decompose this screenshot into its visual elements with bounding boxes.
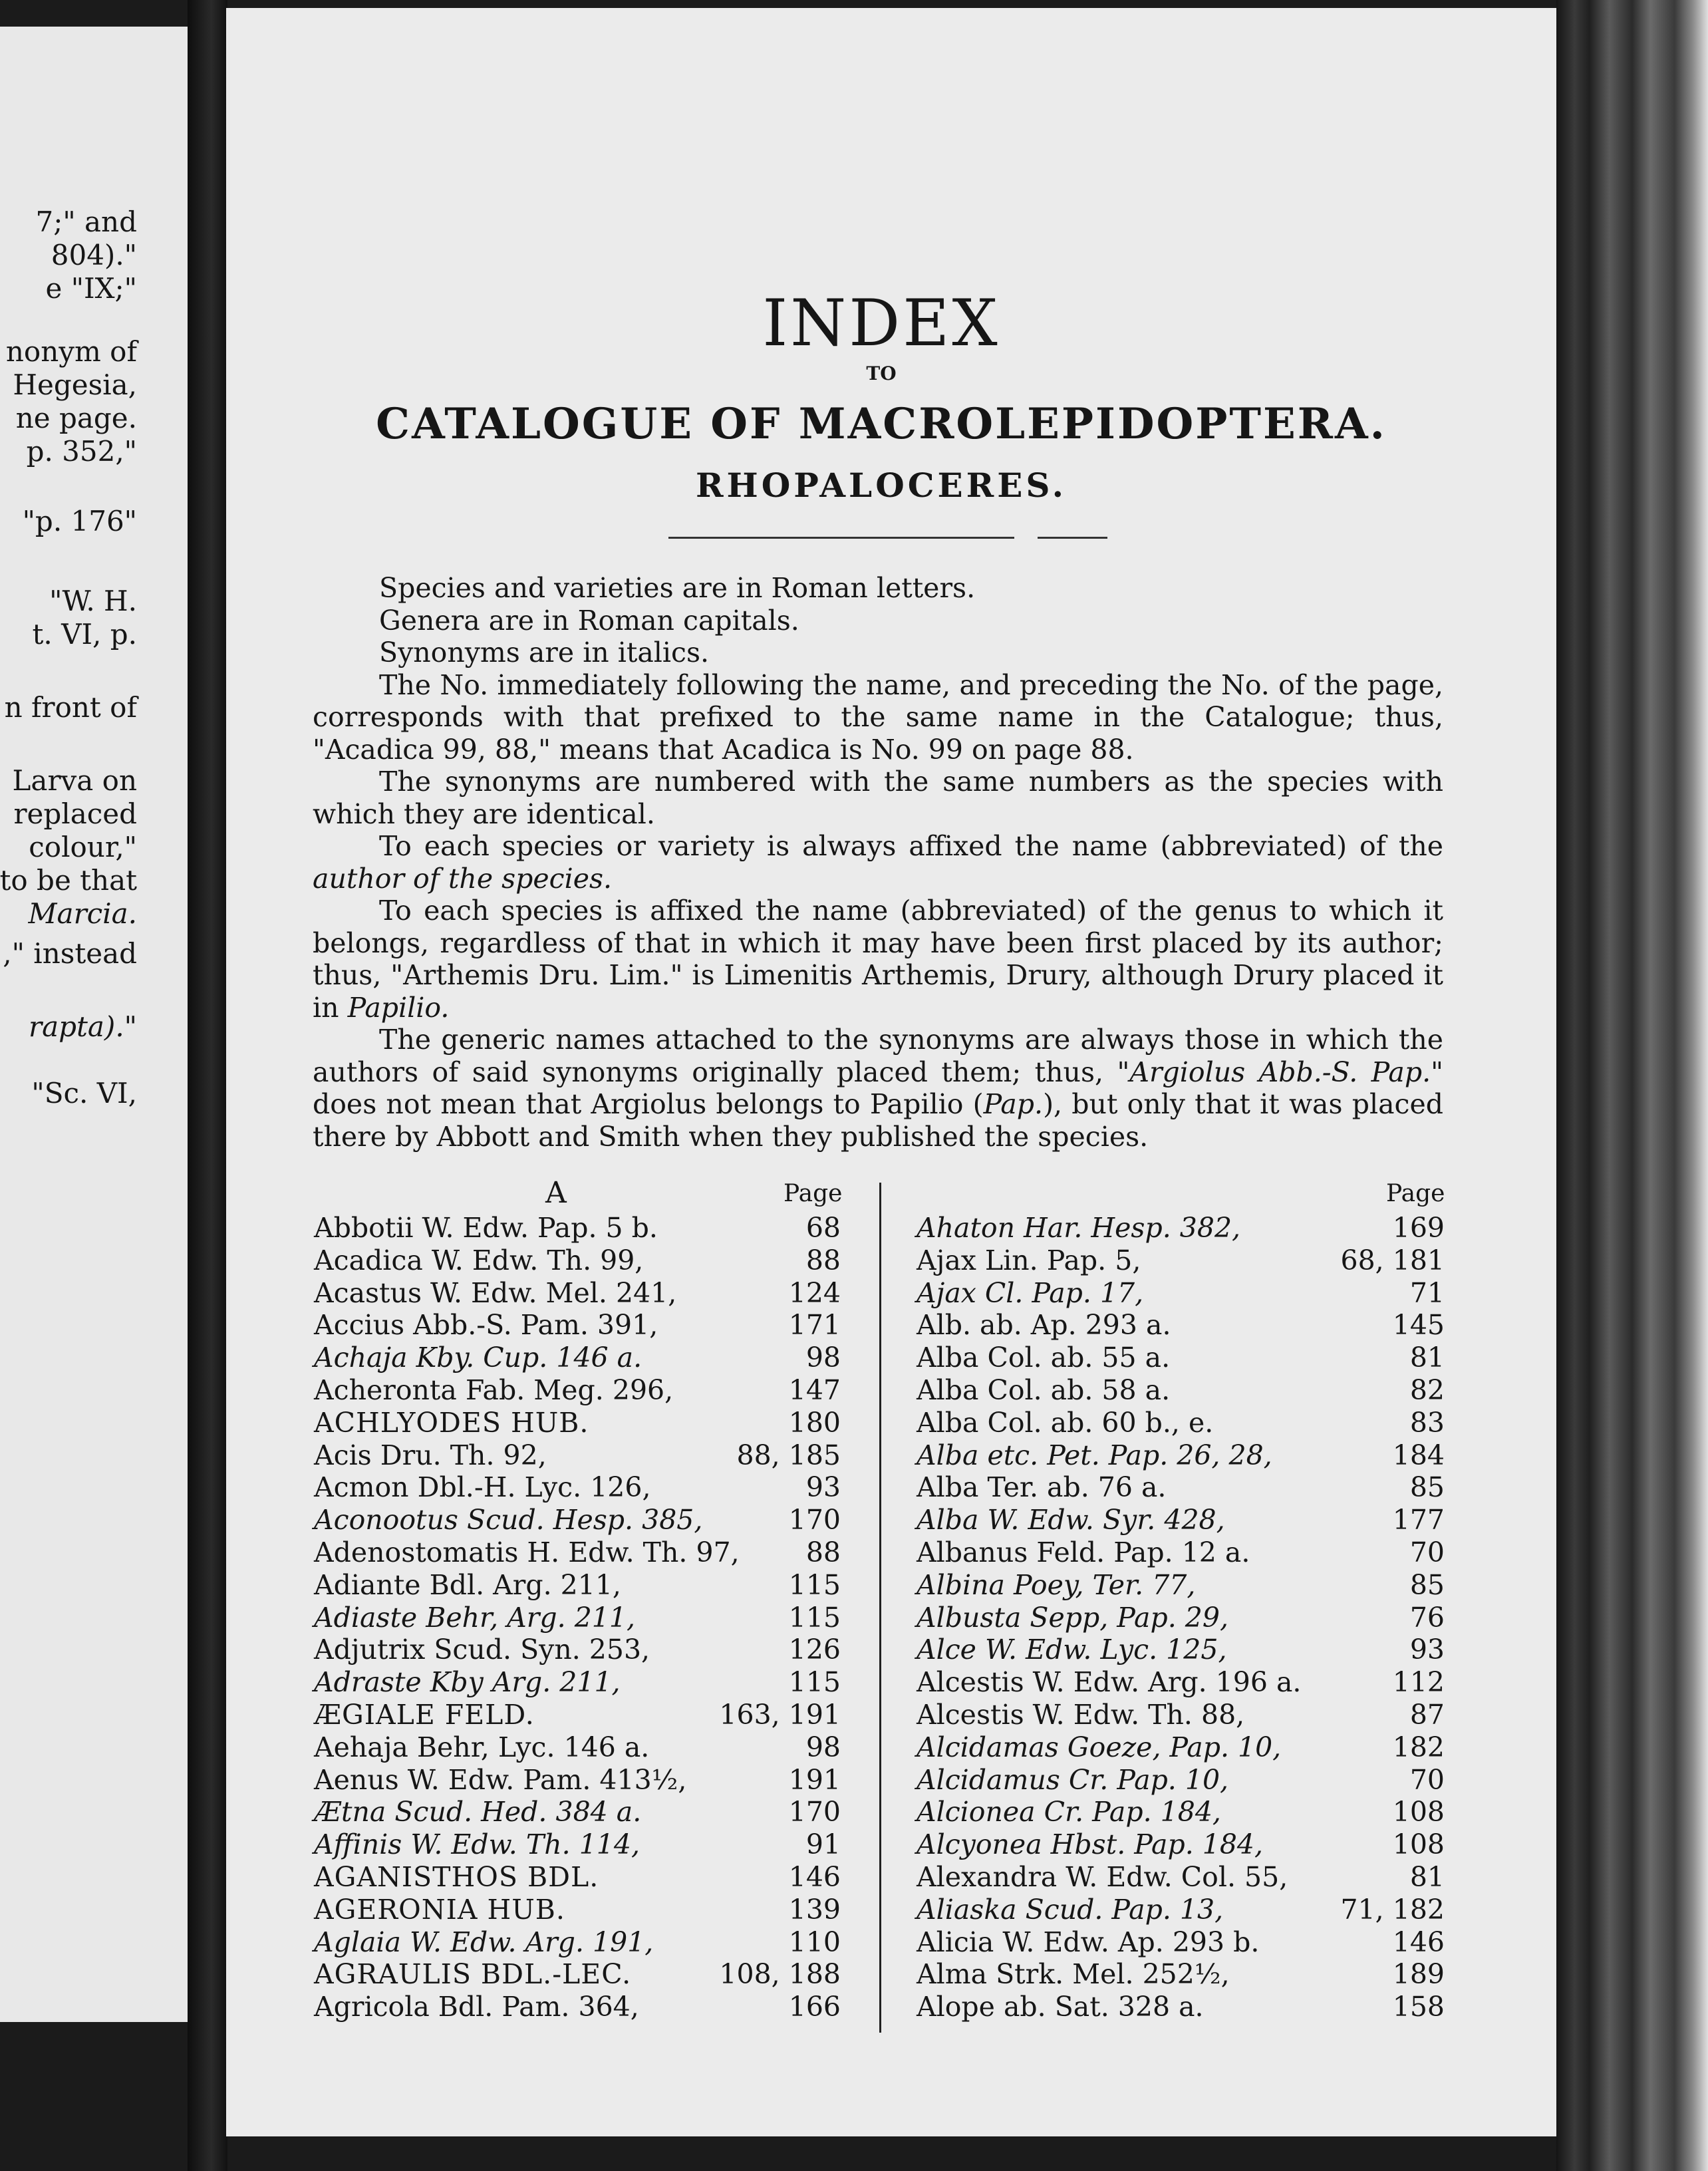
entry-page: 110: [788, 1926, 841, 1958]
facing-page-text: to be that: [0, 864, 137, 897]
entry-page: 98: [805, 1731, 841, 1763]
entry-page: 82: [1409, 1374, 1445, 1406]
facing-page-text: Hegesia,: [13, 368, 137, 401]
entry-page: 81: [1409, 1861, 1445, 1893]
entry-name: Albanus Feld. Pap. 12 a.: [917, 1536, 1250, 1568]
facing-page-text: nonym of: [5, 335, 137, 368]
index-entry: [917, 1504, 1445, 1536]
entry-page: 71: [1409, 1276, 1445, 1309]
entry-page: 87: [1409, 1699, 1445, 1731]
index-entry: [917, 1342, 1445, 1374]
entry-name: Agricola Bdl. Pam. 364,: [314, 1991, 639, 2023]
note-synonym-numbers: The synonyms are numbered with the same numbers as the species with which they are identical.: [313, 766, 1443, 830]
note-author: To each species or variety is always affixed the name (abbreviated) of the author of the species.: [313, 830, 1443, 895]
entry-page: 191: [788, 1763, 841, 1796]
entry-page: 182: [1392, 1731, 1445, 1763]
index-entry: [314, 1471, 841, 1503]
entry-page: 169: [1392, 1212, 1445, 1244]
entry-page: 139: [788, 1893, 841, 1926]
entry-name: Alba etc. Pet. Pap. 26, 28,: [917, 1439, 1272, 1471]
index-entry: [314, 1666, 841, 1698]
facing-page-text: Marcia.: [28, 897, 137, 930]
index-entry: [314, 1894, 841, 1926]
entry-name: Accius Abb.-S. Pam. 391,: [314, 1309, 658, 1342]
index-entry: [917, 1569, 1445, 1601]
index-entry: [917, 1958, 1445, 1990]
entry-page: 115: [788, 1568, 841, 1601]
title-connector: TO: [866, 362, 897, 384]
facing-page-text: e "IX;": [45, 272, 137, 305]
note-generic-names: The generic names attached to the synonyms are always those in which the authors of said synonyms originally placed them; thus, "Argiolus Abb.-S. Pap." does not mean that Argiolus belongs to Papilio (Pap.), but only that it was placed there by Abbott and Smith when they published the species.: [313, 1024, 1444, 1153]
entry-name: Alba Ter. ab. 76 a.: [917, 1471, 1167, 1504]
index-entry: [917, 1991, 1445, 2023]
index-entry: [917, 1244, 1445, 1276]
entry-name: Adiante Bdl. Arg. 211,: [314, 1568, 621, 1601]
title-rule-short: [1038, 537, 1107, 539]
entry-name: Alcidamus Cr. Pap. 10,: [917, 1763, 1229, 1796]
facing-page-text: p. 352,": [26, 435, 137, 468]
entry-name: Alcestis W. Edw. Arg. 196 a.: [917, 1666, 1302, 1699]
facing-page-text: n front of: [4, 691, 137, 724]
entry-name: AGRAULIS BDL.-LEC.: [314, 1958, 632, 1991]
index-entry: [917, 1212, 1445, 1244]
index-entry: [917, 1634, 1445, 1665]
index-entry: [314, 1309, 841, 1341]
index-entry: [917, 1796, 1445, 1828]
entry-page: 88: [805, 1536, 841, 1568]
entry-name: Alba Col. ab. 58 a.: [917, 1374, 1171, 1406]
entry-name: Alcestis W. Edw. Th. 88,: [917, 1699, 1245, 1731]
index-entry: [917, 1828, 1445, 1860]
index-entry: [917, 1699, 1445, 1731]
right-page-column-header: Page: [1386, 1180, 1445, 1207]
intro-notes: [313, 572, 1443, 1153]
entry-page: 108: [1392, 1828, 1445, 1861]
index-entry: [314, 1439, 841, 1471]
entry-name: Aliaska Scud. Pap. 13,: [917, 1893, 1224, 1926]
note-numbering: The No. immediately following the name, and preceding the No. of the page, corresponds with that prefixed to the same name in the Catalogue; thus, "Acadica 99, 88," means that Acadica is No. 99 on page 88.: [313, 668, 1443, 766]
index-entry: [314, 1536, 841, 1568]
entry-page: 68, 181: [1340, 1244, 1445, 1276]
entry-name: Adiaste Behr, Arg. 211,: [314, 1601, 635, 1634]
index-entry: [314, 1634, 841, 1665]
entry-page: 115: [788, 1601, 841, 1634]
entry-name: Abbotii W. Edw. Pap. 5 b.: [314, 1212, 658, 1244]
entry-page: 166: [788, 1991, 841, 2023]
catalogue-title: CATALOGUE OF MACROLEPIDOPTERA.: [376, 399, 1387, 449]
facing-page-text: replaced: [13, 797, 137, 830]
entry-name: Alba W. Edw. Syr. 428,: [917, 1504, 1225, 1536]
index-entry: [917, 1926, 1445, 1958]
entry-name: Alexandra W. Edw. Col. 55,: [917, 1861, 1288, 1893]
index-entry: [314, 1731, 841, 1763]
entry-page: 112: [1392, 1666, 1445, 1699]
entry-page: 158: [1392, 1991, 1445, 2023]
entry-name: Alba Col. ab. 55 a.: [917, 1342, 1171, 1374]
entry-name: Acis Dru. Th. 92,: [314, 1439, 547, 1471]
title-rule: [668, 537, 1014, 539]
entry-page: 180: [788, 1406, 841, 1439]
entry-name: AGERONIA HUB.: [314, 1893, 565, 1926]
entry-name: Achaja Kby. Cup. 146 a.: [314, 1342, 642, 1374]
index-entry: [917, 1536, 1445, 1568]
facing-page-text: ," instead: [3, 937, 137, 970]
index-entry: [314, 1828, 841, 1860]
index-entry: [917, 1439, 1445, 1471]
entry-page: 177: [1392, 1504, 1445, 1536]
entry-page: 170: [788, 1796, 841, 1828]
entry-name: Adjutrix Scud. Syn. 253,: [314, 1634, 650, 1666]
facing-page-text: "p. 176": [22, 505, 137, 537]
facing-page-text: rapta).": [29, 1010, 137, 1043]
facing-page-text: "Sc. VI,: [31, 1077, 137, 1109]
column-divider: [879, 1183, 881, 2033]
entry-name: Albusta Sepp, Pap. 29,: [917, 1601, 1228, 1634]
entry-page: 70: [1409, 1763, 1445, 1796]
page-title: INDEX: [762, 286, 1000, 361]
entry-name: Albina Poey, Ter. 77,: [917, 1568, 1196, 1601]
entry-name: Adraste Kby Arg. 211,: [314, 1666, 621, 1699]
entry-name: Ætna Scud. Hed. 384 a.: [314, 1796, 642, 1828]
entry-page: 98: [805, 1342, 841, 1374]
entry-name: AGANISTHOS BDL.: [314, 1861, 599, 1893]
index-letter: A: [545, 1176, 567, 1210]
entry-page: 93: [1409, 1634, 1445, 1666]
index-entry: [314, 1342, 841, 1374]
entry-page: 71, 182: [1340, 1893, 1445, 1926]
note-genus: To each species is affixed the name (abbreviated) of the genus to which it belongs, regardless of that in which it may have been first placed by its author; thus, "Arthemis Dru. Lim." is Limenitis Arthemis, Drury, although Drury placed it in Papilio.: [313, 895, 1443, 1024]
index-entry: [314, 1861, 841, 1893]
index-entry: [314, 1374, 841, 1406]
entry-name: ÆGIALE FELD.: [314, 1699, 535, 1731]
entry-name: Aehaja Behr, Lyc. 146 a.: [314, 1731, 650, 1763]
facing-page-text: ne page.: [15, 402, 137, 434]
entry-page: 108, 188: [719, 1958, 841, 1991]
facing-page-text: colour,": [29, 831, 137, 863]
index-entry: [917, 1407, 1445, 1439]
entry-name: Alcyonea Hbst. Pap. 184,: [917, 1828, 1264, 1861]
index-entry: [917, 1731, 1445, 1763]
entry-name: Alba Col. ab. 60 b., e.: [917, 1406, 1214, 1439]
entry-page: 145: [1392, 1309, 1445, 1342]
entry-page: 124: [788, 1276, 841, 1309]
entry-name: Alma Strk. Mel. 252½,: [917, 1958, 1230, 1991]
facing-page-text: Larva on: [12, 764, 137, 797]
entry-page: 76: [1409, 1601, 1445, 1634]
entry-page: 85: [1409, 1471, 1445, 1504]
entry-page: 126: [788, 1634, 841, 1666]
entry-page: 184: [1392, 1439, 1445, 1471]
entry-page: 68: [805, 1212, 841, 1244]
entry-page: 83: [1409, 1406, 1445, 1439]
index-entry: [917, 1471, 1445, 1503]
entry-page: 88, 185: [736, 1439, 841, 1471]
index-entry: [917, 1861, 1445, 1893]
entry-page: 88: [805, 1244, 841, 1276]
index-entry: [314, 1764, 841, 1796]
index-entry: [314, 1277, 841, 1309]
note-roman: Species and varieties are in Roman letters.: [379, 572, 976, 604]
entry-name: Aglaia W. Edw. Arg. 191,: [314, 1926, 654, 1958]
index-entry: [917, 1374, 1445, 1406]
entry-name: Adenostomatis H. Edw. Th. 97,: [314, 1536, 740, 1568]
index-entry: [314, 1212, 841, 1244]
index-entry: [314, 1407, 841, 1439]
facing-page-text: 7;" and: [35, 206, 137, 238]
entry-page: 171: [788, 1309, 841, 1342]
entry-name: Alcidamas Goeze, Pap. 10,: [917, 1731, 1282, 1763]
index-entry: [314, 1796, 841, 1828]
index-entry: [917, 1666, 1445, 1698]
entry-name: Acastus W. Edw. Mel. 241,: [314, 1276, 677, 1309]
index-entry: [917, 1309, 1445, 1341]
facing-page-text: t. VI, p.: [32, 618, 137, 651]
entry-name: ACHLYODES HUB.: [314, 1406, 589, 1439]
entry-name: Ajax Cl. Pap. 17,: [917, 1276, 1144, 1309]
note-synonyms: Synonyms are in italics.: [379, 637, 710, 668]
entry-page: 85: [1409, 1568, 1445, 1601]
entry-page: 108: [1392, 1796, 1445, 1828]
entry-page: 146: [788, 1861, 841, 1893]
entry-page: 170: [788, 1504, 841, 1536]
note-genera: Genera are in Roman capitals.: [379, 604, 799, 637]
index-entry: [314, 1504, 841, 1536]
entry-page: 115: [788, 1666, 841, 1699]
index-entry: [314, 1244, 841, 1276]
entry-name: Acadica W. Edw. Th. 99,: [314, 1244, 644, 1276]
entry-page: 70: [1409, 1536, 1445, 1568]
entry-name: Ahaton Har. Hesp. 382,: [917, 1212, 1241, 1244]
entry-page: 163, 191: [719, 1699, 841, 1731]
section-subtitle: RHOPALOCERES.: [695, 466, 1068, 505]
index-entry: [917, 1277, 1445, 1309]
index-entry: [314, 1926, 841, 1958]
entry-name: Alope ab. Sat. 328 a.: [917, 1991, 1204, 2023]
entry-page: 147: [788, 1374, 841, 1406]
index-entry: [314, 1958, 841, 1990]
facing-page-text: "W. H.: [49, 585, 137, 617]
entry-name: Aconootus Scud. Hesp. 385,: [314, 1504, 703, 1536]
index-entry: [314, 1602, 841, 1634]
entry-page: 91: [805, 1828, 841, 1861]
entry-page: 81: [1409, 1342, 1445, 1374]
entry-name: Affinis W. Edw. Th. 114,: [314, 1828, 640, 1861]
entry-name: Aenus W. Edw. Pam. 413½,: [314, 1763, 687, 1796]
index-entry: [314, 1699, 841, 1731]
entry-page: 189: [1392, 1958, 1445, 1991]
index-entry: [917, 1764, 1445, 1796]
entry-name: Alb. ab. Ap. 293 a.: [917, 1309, 1171, 1342]
entry-page: 93: [805, 1471, 841, 1504]
left-page-column-header: Page: [783, 1180, 843, 1207]
entry-name: Alcionea Cr. Pap. 184,: [917, 1796, 1221, 1828]
facing-page-text: 804).": [51, 239, 137, 271]
index-entry: [314, 1991, 841, 2023]
index-entry: [917, 1894, 1445, 1926]
entry-name: Alicia W. Edw. Ap. 293 b.: [917, 1926, 1260, 1958]
entry-page: 146: [1392, 1926, 1445, 1958]
entry-name: Ajax Lin. Pap. 5,: [917, 1244, 1141, 1276]
index-entry: [917, 1602, 1445, 1634]
entry-name: Alce W. Edw. Lyc. 125,: [917, 1634, 1227, 1666]
entry-name: Acmon Dbl.-H. Lyc. 126,: [314, 1471, 651, 1504]
index-entry: [314, 1569, 841, 1601]
entry-name: Acheronta Fab. Meg. 296,: [314, 1374, 674, 1406]
